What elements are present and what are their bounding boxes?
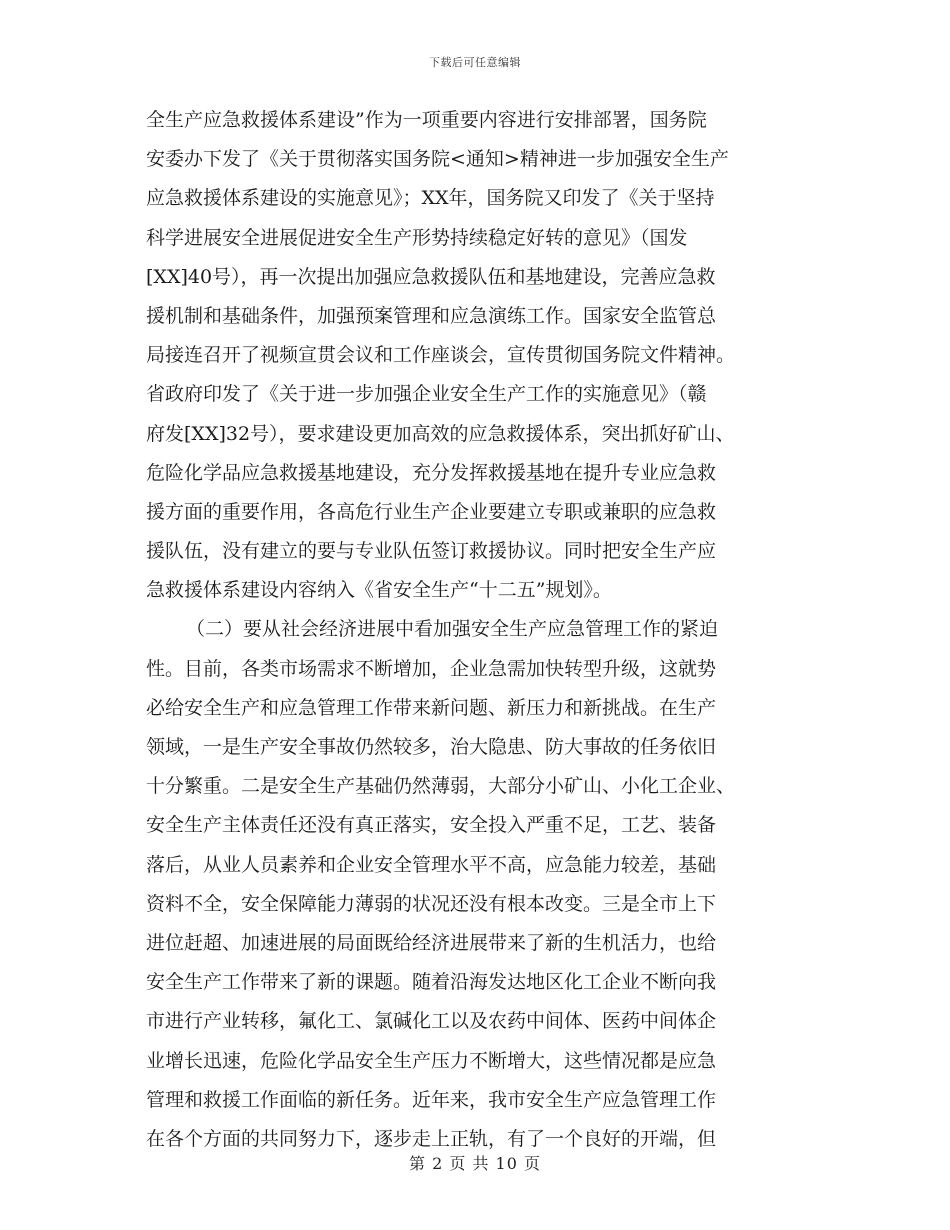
text-line: [XX]40号），再一次提出加强应急救援队伍和基地建设，完善应急救 — [146, 265, 716, 288]
text-line: 性。目前，各类市场需求不断增加，企业急需加快转型升级，这就势 — [146, 657, 717, 680]
text-line: 在各个方面的共同努力下，逐步走上正轨，有了一个良好的开端，但 — [146, 1127, 717, 1150]
text-line: 危险化学品应急救援基地建设，充分发挥救援基地在提升专业应急救 — [146, 461, 717, 484]
text-line: 管理和救援工作面临的新任务。近年来，我市安全生产应急管理工作 — [146, 1088, 717, 1111]
text-line: 领域，一是生产安全事故仍然较多，治大隐患、防大事故的任务依旧 — [146, 736, 717, 758]
text-line: 局接连召开了视频宣贯会议和工作座谈会，宣传贯彻国务院文件精神。 — [146, 344, 736, 367]
text-line: 落后，从业人员素养和企业安全管理水平不高，应急能力较差，基础 — [146, 853, 717, 876]
page-header: 下载后可任意编辑 — [429, 56, 521, 69]
text-line: 业增长迅速，危险化学品安全生产压力不断增大，这些情况都是应急 — [146, 1049, 717, 1072]
text-line: 援方面的重要作用，各高危行业生产企业要建立专职或兼职的应急救 — [146, 500, 717, 523]
section-heading-line: （二）要从社会经济进展中看加强安全生产应急管理工作的紧迫 — [186, 618, 719, 641]
text-line: 安全生产主体责任还没有真正落实，安全投入严重不足，工艺、装备 — [146, 814, 717, 837]
text-line: 省政府印发了《关于进一步加强企业安全生产工作的实施意见》（赣 — [146, 383, 707, 406]
text-line: 援队伍，没有建立的要与专业队伍签订救援协议。同时把安全生产应 — [146, 540, 717, 563]
text-line: 科学进展安全进展促进安全生产形势持续稳定好转的意见》（国发 — [146, 226, 688, 249]
text-line: 援机制和基础条件，加强预案管理和应急演练工作。国家安全监管总 — [146, 304, 717, 327]
text-line: 必给安全生产和应急管理工作带来新问题、新压力和新挑战。在生产 — [146, 696, 717, 719]
text-line: 安全生产工作带来了新的课题。随着沿海发达地区化工企业不断向我 — [146, 971, 717, 994]
text-line: 市进行产业转移，氟化工、氯碱化工以及农药中间体、医药中间体企 — [146, 1010, 717, 1033]
text-line: 全生产应急救援体系建设”作为一项重要内容进行安排部署，国务院 — [146, 109, 707, 131]
text-line: 安委办下发了《关于贯彻落实国务院<通知>精神进一步加强安全生产 — [146, 148, 729, 171]
text-line: 应急救援体系建设的实施意见》；XX年，国务院又印发了《关于坚持 — [146, 187, 715, 210]
document-body — [146, 101, 816, 1159]
text-line: 进位赶超、加速进展的局面既给经济进展带来了新的生机活力，也给 — [146, 931, 717, 954]
text-line: 资料不全，安全保障能力薄弱的状况还没有根本改变。三是全市上下 — [146, 892, 717, 915]
text-line: 十分繁重。二是安全生产基础仍然薄弱，大部分小矿山、小化工企业、 — [146, 775, 736, 798]
page-number-footer: 第 2 页 共 10 页 — [409, 1154, 541, 1173]
text-line: 府发[XX]32号），要求建设更加高效的应急救援体系，突出抓好矿山、 — [146, 422, 735, 445]
text-line: 急救援体系建设内容纳入《省安全生产“十二五”规划》。 — [146, 579, 612, 602]
